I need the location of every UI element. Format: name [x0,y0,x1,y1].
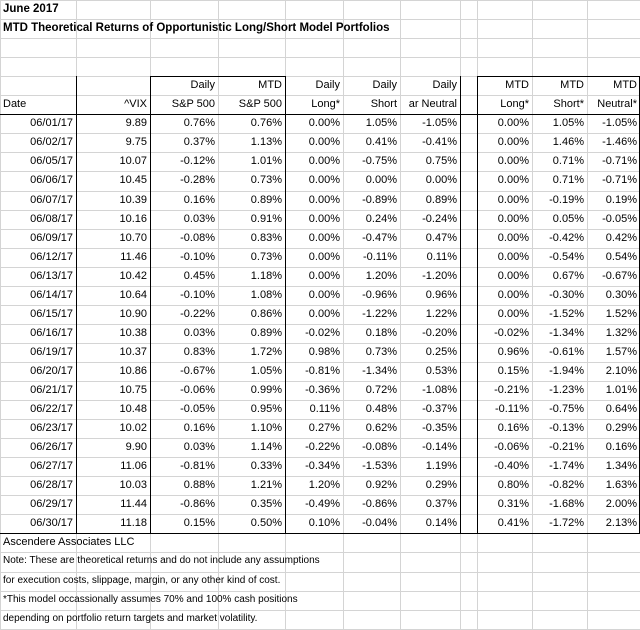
table-cell-mtd-neutral: 2.00% [605,498,637,510]
table-cell-vix: 10.64 [119,289,147,301]
table-cell-daily-short: 0.18% [365,327,397,339]
table-cell-mtd-long: 0.00% [497,194,529,206]
table-cell-daily-short: -1.22% [362,308,397,320]
table-cell-mtd-sp500: 0.86% [250,308,282,320]
table-cell-daily-neutral: -1.08% [422,384,457,396]
table-cell-date: 06/15/17 [30,308,73,320]
table-cell-daily-short: -0.96% [362,289,397,301]
table-cell-vix: 10.70 [119,232,147,244]
header-top-daily-long: Daily [315,79,340,91]
table-cell-daily-short: 0.48% [365,403,397,415]
table-cell-mtd-sp500: 0.95% [250,403,282,415]
table-cell-daily-long: 0.00% [308,213,340,225]
table-cell-vix: 11.44 [120,498,147,510]
table-cell-daily-long: -0.36% [305,384,340,396]
table-cell-daily-sp500: -0.86% [180,498,215,510]
table-cell-date: 06/20/17 [30,365,73,377]
header-top-mtd-sp500: MTD [258,79,282,91]
table-cell-daily-neutral: 0.00% [425,174,457,186]
footnote-line: *This model occassionally assumes 70% and 100% cash positions [3,594,298,605]
table-cell-daily-long: 0.00% [308,136,340,148]
table-cell-mtd-long: 0.80% [497,479,529,491]
table-cell-date: 06/19/17 [30,346,73,358]
table-cell-daily-long: 0.00% [308,232,340,244]
table-cell-mtd-neutral: 1.34% [605,460,637,472]
table-cell-mtd-neutral: 1.57% [605,346,637,358]
table-cell-mtd-short: 0.05% [552,213,584,225]
table-cell-daily-short: 0.73% [365,346,397,358]
company-name: Ascendere Associates LLC [3,536,135,548]
table-cell-daily-sp500: 0.45% [183,270,215,282]
table-cell-mtd-long: -0.21% [494,384,529,396]
table-cell-mtd-short: -0.82% [549,479,584,491]
table-cell-daily-sp500: 0.03% [183,441,215,453]
table-cell-daily-short: 0.00% [365,174,397,186]
table-cell-date: 06/28/17 [30,479,73,491]
table-cell-mtd-short: -0.19% [549,194,584,206]
table-cell-daily-neutral: -1.05% [422,117,457,129]
table-cell-daily-neutral: 0.25% [425,346,457,358]
table-cell-mtd-neutral: 0.29% [605,422,637,434]
table-cell-date: 06/27/17 [30,460,73,472]
table-cell-date: 06/07/17 [30,194,73,206]
table-cell-daily-short: 1.20% [365,270,397,282]
table-cell-mtd-short: 1.46% [552,136,584,148]
table-cell-daily-neutral: 0.89% [425,194,457,206]
table-cell-mtd-short: 0.71% [552,174,584,186]
table-cell-mtd-long: 0.00% [497,213,529,225]
table-cell-mtd-neutral: 0.54% [605,251,637,263]
table-cell-daily-long: 0.11% [309,403,340,415]
table-cell-mtd-sp500: 0.33% [250,460,282,472]
table-cell-daily-short: 0.24% [365,213,397,225]
table-cell-mtd-sp500: 0.76% [250,117,282,129]
table-cell-vix: 10.86 [119,365,147,377]
table-cell-mtd-sp500: 0.99% [250,384,282,396]
header-top-mtd-short: MTD [560,79,584,91]
table-cell-daily-long: -0.22% [305,441,340,453]
table-cell-mtd-neutral: -0.71% [602,174,637,186]
table-cell-vix: 11.46 [120,251,147,263]
table-cell-daily-sp500: 0.16% [183,422,215,434]
table-cell-mtd-neutral: -1.05% [602,117,637,129]
table-cell-daily-short: -0.04% [362,517,397,529]
table-cell-daily-long: 0.00% [308,289,340,301]
table-cell-mtd-short: 1.05% [552,117,584,129]
table-cell-daily-long: 0.00% [308,251,340,263]
table-cell-daily-sp500: 0.37% [183,136,215,148]
table-cell-daily-long: 0.00% [308,308,340,320]
table-cell-mtd-long: 0.16% [497,422,529,434]
table-cell-date: 06/22/17 [30,403,73,415]
header-daily-long: Long* [311,98,340,110]
table-cell-daily-short: 0.92% [365,479,397,491]
report-title: MTD Theoretical Returns of Opportunistic Long/Short Model Portfolios [3,22,390,34]
header-daily-sp500: S&P 500 [171,98,215,110]
table-cell-daily-neutral: -0.20% [422,327,457,339]
table-cell-date: 06/09/17 [30,232,73,244]
table-cell-daily-sp500: -0.05% [180,403,215,415]
table-cell-mtd-neutral: -0.67% [602,270,637,282]
table-cell-daily-sp500: -0.12% [180,155,215,167]
table-cell-daily-sp500: 0.88% [183,479,215,491]
table-cell-daily-sp500: -0.06% [180,384,215,396]
table-cell-date: 06/21/17 [30,384,73,396]
gridline-h [0,57,640,58]
table-cell-mtd-neutral: 1.63% [605,479,637,491]
table-cell-mtd-long: 0.00% [497,251,529,263]
table-cell-date: 06/16/17 [30,327,73,339]
table-cell-mtd-long: 0.00% [497,174,529,186]
table-cell-daily-sp500: 0.03% [183,213,215,225]
table-cell-vix: 10.07 [119,155,147,167]
table-cell-daily-neutral: 0.53% [425,365,457,377]
header-date: Date [3,98,27,110]
footnote-line: Note: These are theoretical returns and do not include any assumptions [3,555,320,566]
table-cell-daily-neutral: 0.75% [425,155,457,167]
report-month-title: June 2017 [3,3,59,15]
table-cell-date: 06/08/17 [30,213,73,225]
table-cell-daily-long: -0.81% [305,365,340,377]
table-cell-daily-long: 0.00% [308,117,340,129]
header-top-mtd-long: MTD [505,79,529,91]
table-cell-daily-neutral: 0.14% [425,517,457,529]
header-daily-short: Short [370,98,397,110]
table-cell-mtd-neutral: -0.71% [602,155,637,167]
header-mtd-short: Short* [553,98,584,110]
table-cell-mtd-neutral: 0.64% [605,403,637,415]
table-cell-daily-sp500: 0.16% [183,194,215,206]
table-cell-daily-long: 1.20% [308,479,340,491]
table-cell-daily-sp500: 0.76% [183,117,215,129]
table-cell-mtd-neutral: 1.32% [605,327,637,339]
table-cell-daily-short: -1.34% [362,365,397,377]
table-cell-mtd-long: -0.06% [494,441,529,453]
table-cell-mtd-long: 0.00% [497,117,529,129]
table-cell-mtd-sp500: 1.01% [250,155,282,167]
table-cell-mtd-sp500: 1.08% [250,289,282,301]
table-cell-vix: 10.75 [119,384,147,396]
table-cell-date: 06/06/17 [30,174,73,186]
table-cell-mtd-short: -1.74% [549,460,584,472]
table-cell-daily-long: -0.02% [305,327,340,339]
header-top-daily-neutral: Daily [432,79,457,91]
table-cell-mtd-short: -0.42% [549,232,584,244]
table-cell-vix: 11.18 [120,517,147,529]
table-cell-daily-short: -0.75% [362,155,397,167]
table-cell-mtd-long: 0.96% [497,346,529,358]
table-cell-mtd-sp500: 1.14% [250,441,282,453]
table-cell-mtd-sp500: 0.50% [250,517,282,529]
table-cell-vix: 11.06 [120,460,147,472]
table-cell-daily-short: 0.72% [365,384,397,396]
table-cell-mtd-long: 0.31% [497,498,529,510]
table-cell-mtd-sp500: 0.73% [250,174,282,186]
table-cell-date: 06/02/17 [30,136,73,148]
table-cell-mtd-sp500: 1.18% [250,270,282,282]
table-cell-daily-neutral: 0.37% [425,498,457,510]
table-cell-mtd-sp500: 1.10% [250,422,282,434]
table-cell-mtd-neutral: 0.16% [605,441,637,453]
table-cell-mtd-short: -0.61% [549,346,584,358]
table-cell-mtd-short: -0.75% [549,403,584,415]
header-top-mtd-neutral: MTD [613,79,637,91]
table-cell-vix: 9.90 [125,441,147,453]
table-cell-mtd-short: -0.21% [549,441,584,453]
table-cell-vix: 10.48 [119,403,147,415]
table-cell-vix: 10.39 [119,194,147,206]
table-cell-vix: 10.38 [119,327,147,339]
table-cell-vix: 10.90 [119,308,147,320]
table-cell-mtd-short: -1.34% [549,327,584,339]
table-cell-daily-long: -0.34% [305,460,340,472]
table-cell-daily-neutral: -0.37% [422,403,457,415]
table-cell-vix: 9.89 [125,117,147,129]
table-cell-mtd-long: 0.00% [497,308,529,320]
footnote-line: for execution costs, slippage, margin, or any other kind of cost. [3,575,281,586]
table-cell-mtd-neutral: 0.19% [605,194,637,206]
table-cell-mtd-short: -0.54% [549,251,584,263]
table-cell-date: 06/23/17 [30,422,73,434]
table-cell-mtd-short: -1.68% [549,498,584,510]
header-top-daily-short: Daily [372,79,397,91]
table-cell-daily-short: -0.47% [362,232,397,244]
table-border [460,76,461,533]
table-cell-daily-long: 0.00% [308,194,340,206]
header-mtd-long: Long* [500,98,529,110]
table-cell-mtd-long: 0.41% [497,517,529,529]
table-cell-daily-sp500: -0.28% [180,174,215,186]
table-cell-date: 06/13/17 [30,270,73,282]
table-cell-vix: 9.75 [125,136,147,148]
table-cell-daily-short: -0.89% [362,194,397,206]
table-cell-mtd-neutral: -0.05% [602,213,637,225]
table-cell-mtd-sp500: 1.21% [250,479,282,491]
table-cell-date: 06/30/17 [30,517,73,529]
table-cell-daily-sp500: -0.22% [180,308,215,320]
table-cell-mtd-sp500: 1.13% [250,136,282,148]
table-cell-mtd-neutral: 2.10% [605,365,637,377]
table-cell-vix: 10.45 [119,174,147,186]
table-cell-daily-long: -0.49% [305,498,340,510]
table-cell-mtd-sp500: 0.89% [250,194,282,206]
table-cell-mtd-neutral: 1.52% [605,308,637,320]
table-cell-daily-sp500: 0.15% [183,517,215,529]
table-cell-mtd-long: 0.00% [497,289,529,301]
table-cell-vix: 10.37 [119,346,147,358]
table-cell-mtd-long: 0.00% [497,155,529,167]
table-cell-mtd-sp500: 0.89% [250,327,282,339]
table-cell-date: 06/12/17 [30,251,73,263]
table-cell-daily-sp500: -0.67% [180,365,215,377]
table-cell-daily-neutral: -1.20% [422,270,457,282]
table-cell-mtd-long: 0.00% [497,232,529,244]
table-cell-date: 06/01/17 [30,117,73,129]
table-cell-mtd-long: -0.02% [494,327,529,339]
header-mtd-sp500: S&P 500 [238,98,282,110]
table-cell-mtd-long: 0.00% [497,136,529,148]
table-cell-daily-sp500: -0.81% [180,460,215,472]
table-cell-mtd-short: -1.94% [549,365,584,377]
table-cell-mtd-short: 0.71% [552,155,584,167]
table-cell-mtd-sp500: 1.05% [250,365,282,377]
table-cell-mtd-short: 0.67% [552,270,584,282]
table-cell-daily-short: 0.41% [365,136,397,148]
table-cell-daily-long: 0.00% [308,174,340,186]
table-cell-mtd-neutral: -1.46% [602,136,637,148]
footnote-line: depending on portfolio return targets and market volatility. [3,613,258,624]
table-cell-mtd-short: -0.13% [549,422,584,434]
table-cell-daily-neutral: -0.41% [422,136,457,148]
table-cell-mtd-neutral: 0.42% [605,232,637,244]
table-cell-daily-neutral: -0.14% [422,441,457,453]
table-cell-daily-short: 0.62% [365,422,397,434]
table-cell-daily-short: -0.11% [362,251,397,263]
table-cell-daily-neutral: 1.19% [425,460,457,472]
gridline-h [0,38,640,39]
table-cell-daily-neutral: -0.35% [422,422,457,434]
table-cell-daily-sp500: -0.08% [180,232,215,244]
table-cell-mtd-sp500: 0.73% [250,251,282,263]
table-cell-date: 06/26/17 [30,441,73,453]
table-cell-date: 06/29/17 [30,498,73,510]
table-cell-date: 06/14/17 [30,289,73,301]
table-cell-mtd-sp500: 0.91% [250,213,282,225]
table-cell-daily-sp500: 0.03% [183,327,215,339]
table-cell-daily-short: -0.08% [362,441,397,453]
table-cell-daily-long: 0.10% [308,517,340,529]
table-cell-daily-short: -1.53% [362,460,397,472]
table-cell-vix: 10.03 [119,479,147,491]
table-cell-mtd-long: 0.00% [497,270,529,282]
table-cell-daily-sp500: 0.83% [183,346,215,358]
table-cell-mtd-long: 0.15% [497,365,529,377]
table-cell-mtd-short: -1.52% [549,308,584,320]
table-cell-daily-neutral: 1.22% [425,308,457,320]
table-cell-daily-short: 1.05% [365,117,397,129]
table-cell-daily-neutral: 0.96% [425,289,457,301]
table-cell-daily-long: 0.00% [308,270,340,282]
header-daily-neutral: ar Neutral [408,98,457,110]
table-cell-mtd-short: -0.30% [549,289,584,301]
table-cell-daily-long: 0.98% [308,346,340,358]
table-cell-mtd-neutral: 2.13% [605,517,637,529]
table-cell-mtd-neutral: 1.01% [605,384,637,396]
table-cell-daily-neutral: -0.24% [422,213,457,225]
table-cell-date: 06/05/17 [30,155,73,167]
table-cell-daily-neutral: 0.29% [425,479,457,491]
table-cell-mtd-sp500: 1.72% [250,346,282,358]
table-cell-mtd-short: -1.23% [549,384,584,396]
table-cell-mtd-long: -0.11% [494,403,529,415]
table-cell-daily-sp500: -0.10% [180,289,215,301]
table-cell-daily-short: -0.86% [362,498,397,510]
table-cell-daily-long: 0.00% [308,155,340,167]
table-cell-mtd-neutral: 0.30% [605,289,637,301]
table-cell-mtd-short: -1.72% [549,517,584,529]
table-cell-daily-long: 0.27% [308,422,340,434]
table-cell-daily-neutral: 0.11% [426,251,457,263]
table-cell-mtd-long: -0.40% [494,460,529,472]
table-cell-daily-sp500: -0.10% [180,251,215,263]
table-cell-mtd-sp500: 0.35% [250,498,282,510]
header-top-daily-sp500: Daily [190,79,215,91]
table-cell-vix: 10.42 [119,270,147,282]
table-cell-daily-neutral: 0.47% [425,232,457,244]
table-cell-mtd-sp500: 0.83% [250,232,282,244]
table-cell-vix: 10.16 [119,213,147,225]
table-cell-vix: 10.02 [119,422,147,434]
header-vix: ^VIX [124,98,147,110]
header-mtd-neutral: Neutral* [597,98,637,110]
